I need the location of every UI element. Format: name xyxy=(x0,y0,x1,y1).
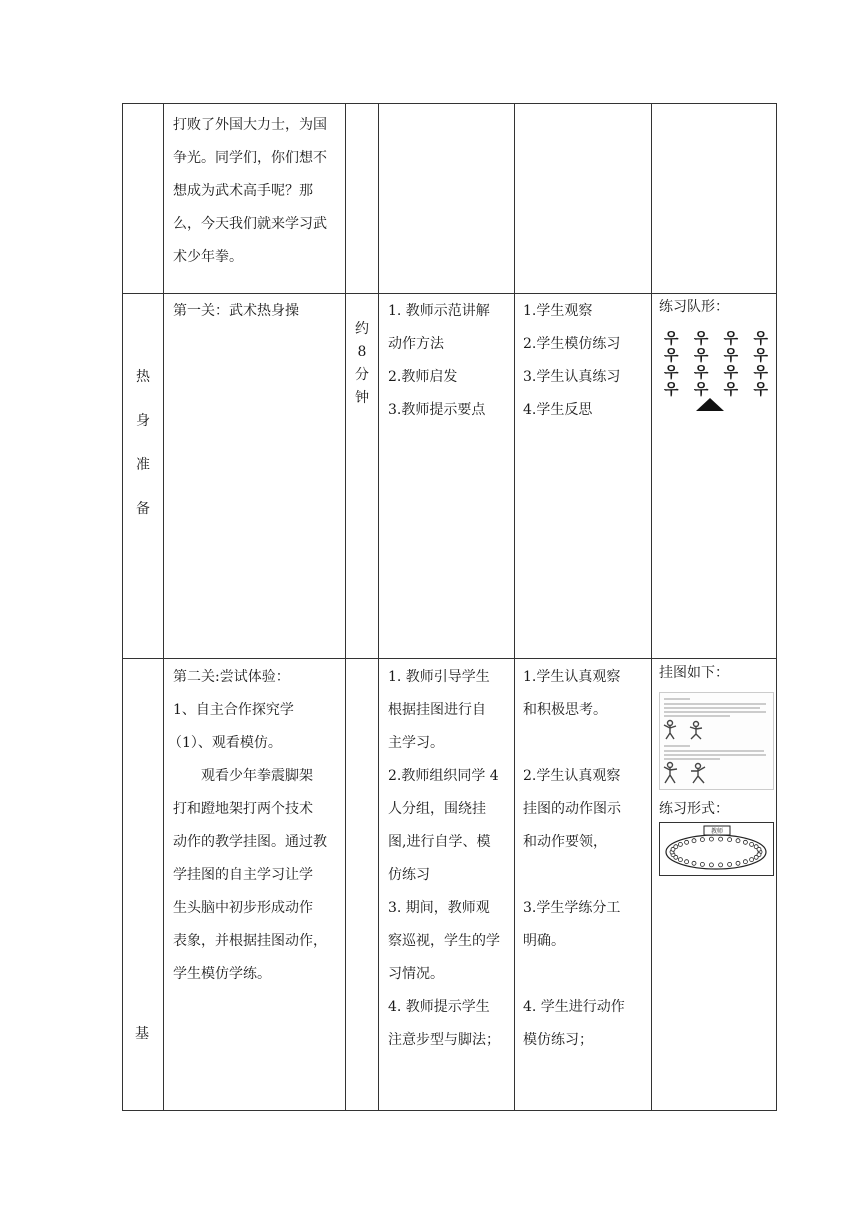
text-line: 根据挂图进行自 xyxy=(388,702,486,718)
text-line: 打败了外国大力士，为国 xyxy=(173,117,327,133)
text-line: 想成为武术高手呢？那 xyxy=(173,183,313,199)
formation-row xyxy=(664,381,768,398)
text-line: 察巡视，学生的学 xyxy=(388,933,500,949)
section-label-warmup xyxy=(123,355,163,531)
student-marker-icon: 우 xyxy=(723,363,739,381)
student-marker-icon: 우 xyxy=(723,346,739,364)
table-col-divider xyxy=(651,103,652,1111)
student-dot xyxy=(736,839,740,843)
spacer xyxy=(523,727,649,760)
basic-teacher-activities xyxy=(388,661,513,1057)
text-line: 2.教师组织同学 4 xyxy=(388,768,499,784)
label-char: 热 xyxy=(136,369,150,385)
text-line: 动作的教学挂图。通过教 xyxy=(173,834,327,850)
teacher-position-icon xyxy=(696,398,724,411)
text-line: 第一关：武术热身操 xyxy=(173,303,299,319)
student-marker-icon: 우 xyxy=(693,380,709,398)
text-line: 3. 期间，教师观 xyxy=(388,900,490,916)
text-line: 表象，并根据挂图动作， xyxy=(173,933,327,949)
text-line: 4.学生反思 xyxy=(523,402,593,418)
student-marker-icon: 우 xyxy=(664,329,679,347)
student-dot xyxy=(728,862,732,866)
text-line: 术少年拳。 xyxy=(173,249,243,265)
text-line: 主学习。 xyxy=(388,735,444,751)
table-col-divider xyxy=(378,103,379,1111)
text-line: 习情况。 xyxy=(388,966,444,982)
student-dot xyxy=(709,863,713,867)
table-col-divider xyxy=(514,103,515,1111)
text-line: 和动作要领， xyxy=(523,834,607,850)
student-dot xyxy=(750,842,754,846)
student-dot xyxy=(757,847,761,851)
student-dot xyxy=(685,840,689,844)
text-line: 么，今天我们就来学习武 xyxy=(173,216,327,232)
student-dot xyxy=(736,861,740,865)
text-line: 1、自主合作探究学 xyxy=(173,702,294,718)
student-marker-icon: 우 xyxy=(693,346,709,364)
table-row-divider xyxy=(122,293,776,294)
text-line: （1）、观看模仿。 xyxy=(168,735,282,751)
student-marker-icon: 우 xyxy=(693,329,709,347)
basic-content xyxy=(168,661,343,991)
circle-formation-drawing xyxy=(660,823,773,875)
student-dot xyxy=(692,839,696,843)
student-dot xyxy=(674,845,678,849)
student-dot xyxy=(700,862,704,866)
text-line: 打和蹬地架打两个技术 xyxy=(173,801,313,817)
label-char: 备 xyxy=(136,501,150,517)
student-dot xyxy=(743,860,747,864)
student-marker-icon: 우 xyxy=(753,346,768,364)
student-dot xyxy=(719,863,723,867)
text-line: 2.学生模仿练习 xyxy=(523,336,621,352)
student-dot xyxy=(685,860,689,864)
label-char: 基 xyxy=(135,1026,149,1042)
text-line: 1.学生认真观察 xyxy=(523,669,621,685)
student-marker-icon: 우 xyxy=(693,363,709,381)
text-line: 仿练习 xyxy=(388,867,430,883)
label-char: 准 xyxy=(136,457,150,473)
formation-row xyxy=(664,347,768,364)
student-dot xyxy=(754,855,758,859)
time-char: 8 xyxy=(357,344,367,360)
text-line: 挂图的动作图示 xyxy=(523,801,621,817)
student-dot xyxy=(719,837,723,841)
student-dot xyxy=(728,838,732,842)
text-line: 1. 教师引导学生 xyxy=(388,669,490,685)
time-label-warmup xyxy=(348,318,376,410)
student-dot xyxy=(750,858,754,862)
table-border-bottom xyxy=(122,1110,776,1111)
student-marker-icon: 우 xyxy=(664,363,679,381)
text-line: 生头脑中初步形成动作 xyxy=(173,900,313,916)
text-line: 观看少年拳震脚架 xyxy=(201,768,313,784)
text-line: 4. 教师提示学生 xyxy=(388,999,490,1015)
basic-section-label xyxy=(135,1018,149,1051)
student-dot xyxy=(678,858,682,862)
formation-row xyxy=(664,330,768,347)
table-border-top xyxy=(122,103,776,104)
time-char: 钟 xyxy=(355,390,369,406)
text-line: 2.学生认真观察 xyxy=(523,768,621,784)
text-line: 和积极思考。 xyxy=(523,702,607,718)
text-line: 2.教师启发 xyxy=(388,369,458,385)
label-char: 身 xyxy=(136,413,150,429)
circle-formation-diagram xyxy=(659,822,774,876)
text-line: 1.学生观察 xyxy=(523,303,593,319)
warmup-teacher-activities xyxy=(388,295,513,427)
time-char: 约 xyxy=(355,321,369,337)
text-line: 模仿练习； xyxy=(523,1032,593,1048)
student-marker-icon: 우 xyxy=(723,329,739,347)
table-col-divider xyxy=(345,103,346,1111)
student-dot xyxy=(743,840,747,844)
student-marker-icon: 우 xyxy=(664,380,679,398)
text-line: 3.学生认真练习 xyxy=(523,369,621,385)
student-dot xyxy=(678,842,682,846)
text-line: 3.教师提示要点 xyxy=(388,402,486,418)
student-dot xyxy=(700,838,704,842)
text-line: 争光。同学们，你们想不 xyxy=(173,150,327,166)
time-char: 分 xyxy=(355,367,369,383)
text-line: 学生模仿学练。 xyxy=(173,966,271,982)
text-line: 注意步型与脚法； xyxy=(388,1032,500,1048)
intro-content xyxy=(173,109,343,274)
basic-student-activities xyxy=(523,661,649,1057)
text-line: 1. 教师示范讲解 xyxy=(388,303,490,319)
spacer xyxy=(523,958,649,991)
text-line: 3.学生学练分工 xyxy=(523,900,621,916)
table-border-left xyxy=(122,103,123,1111)
practice-form-title: 练习形式： xyxy=(659,801,729,817)
table-row-divider xyxy=(122,658,776,659)
text-line: 第二关:尝试体验： xyxy=(173,669,290,685)
text-line: 明确。 xyxy=(523,933,565,949)
student-marker-icon: 우 xyxy=(753,380,768,398)
wallchart-title: 挂图如下： xyxy=(659,665,729,681)
warmup-content xyxy=(173,295,343,328)
formation-title: 练习队形： xyxy=(659,299,729,315)
student-marker-icon: 우 xyxy=(664,346,679,364)
table-border-right xyxy=(776,103,777,1111)
text-line: 学挂图的自主学习让学 xyxy=(173,867,313,883)
text-line: 动作方法 xyxy=(388,336,444,352)
wallchart-image xyxy=(659,692,774,790)
teacher-box-label: 教师 xyxy=(710,828,724,835)
spacer xyxy=(523,859,649,892)
student-dot xyxy=(692,861,696,865)
wallchart-illustration xyxy=(660,693,773,789)
student-formation-diagram xyxy=(664,330,768,398)
student-marker-icon: 우 xyxy=(723,380,739,398)
student-dot xyxy=(709,837,713,841)
student-marker-icon: 우 xyxy=(753,363,768,381)
text-line: 4. 学生进行动作 xyxy=(523,999,625,1015)
formation-row xyxy=(664,364,768,381)
text-line: 人分组，围绕挂 xyxy=(388,801,486,817)
warmup-student-activities xyxy=(523,295,649,427)
table-col-divider xyxy=(163,103,164,1111)
student-marker-icon: 우 xyxy=(753,329,768,347)
text-line: 图,进行自学、模 xyxy=(388,834,491,850)
